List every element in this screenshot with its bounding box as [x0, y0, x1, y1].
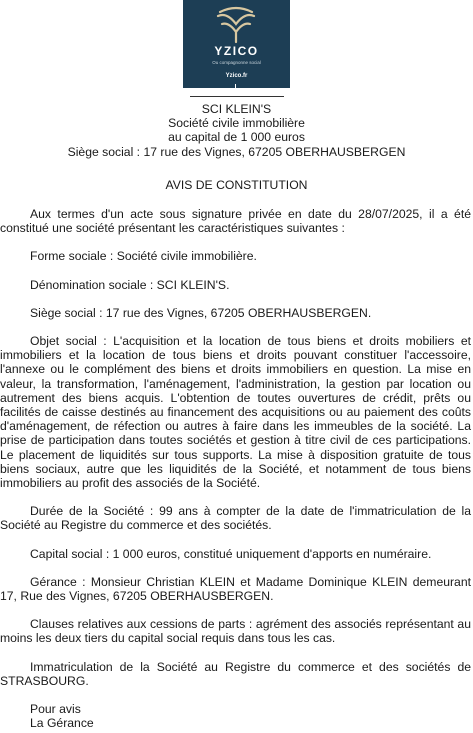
logo-tagline: Ou compagnonne social	[212, 60, 261, 65]
company-header	[0, 102, 473, 159]
paragraph-intro: Aux termes d'un acte sous signature privée en date du 28/07/2025, il a été constitué une société présentant les caractéristiques suivantes :	[0, 207, 471, 236]
paragraph-duree: Durée de la Société : 99 ans à compter de la date de l'immatriculation de la Société au Registre du commerce et des sociétés.	[0, 504, 471, 533]
header-rule	[190, 96, 284, 97]
paragraph-siege: Siège social : 17 rue des Vignes, 67205 OBERHAUSBERGEN.	[30, 305, 372, 320]
logo-divider	[235, 84, 236, 88]
paragraph-immatriculation: Immatriculation de la Société au Registre du commerce et des sociétés de STRASBOURG.	[0, 659, 471, 688]
company-capital: au capital de 1 000 euros	[168, 130, 305, 145]
logo-brand: YZICO	[214, 44, 259, 58]
paragraph-gerance: Gérance : Monsieur Christian KLEIN et Madame Dominique KLEIN demeurant 17, Rue des Vignes, 67205 OBERHAUSBERGEN.	[0, 574, 471, 604]
notice-body	[0, 207, 471, 730]
paragraph-clauses: Clauses relatives aux cessions de parts : agrément des associés représentant au moins les deux tiers du capital social requis dans tous les cas.	[0, 617, 471, 646]
yzico-emblem-icon	[212, 6, 261, 44]
notice-title: AVIS DE CONSTITUTION	[165, 178, 308, 192]
company-type: Société civile immobilière	[168, 116, 305, 131]
paragraph-denomination: Dénomination sociale : SCI KLEIN'S.	[30, 277, 230, 292]
paragraph-objet: Objet social : L'acquisition et la location de tous biens et droits mobiliers et immobiliers et la location de tous biens et droits pouvant constituer l'accessoire, l'annexe ou le complément des biens et droits immobiliers en question. La mise en valeur, la transformation, l'aménagement, l'administration, la gestion par location ou autrement des biens acquis. L'obtention de toutes ouvertures de crédit, prêts ou facilités de caisse destinés au financement des acquisitions ou au paiement des coûts d'aménagement, de réfection ou autres à faire dans les immeubles de la société. La prise de participation dans toutes sociétés et gestion à titre civil de ces participations. Le placement de liquidités sur tous supports. La mise à disposition gratuite de tous biens sociaux, autre que les liquidités de la Société, et notamment de tous biens immobiliers au profit des associés de la Société.	[0, 334, 471, 491]
paragraph-forme: Forme sociale : Société civile immobilière.	[30, 249, 257, 264]
company-address: Siège social : 17 rue des Vignes, 67205 OBERHAUSBERGEN	[67, 144, 406, 159]
logo-site: Yzico.fr	[225, 73, 248, 79]
signature	[0, 702, 471, 730]
signature-line-2: La Gérance	[30, 716, 94, 731]
signature-line-1: Pour avis	[30, 702, 81, 717]
company-name: SCI KLEIN'S	[201, 102, 272, 116]
paragraph-capital: Capital social : 1 000 euros, constitué uniquement d'apports en numéraire.	[30, 546, 432, 561]
yzico-logo	[183, 0, 290, 88]
